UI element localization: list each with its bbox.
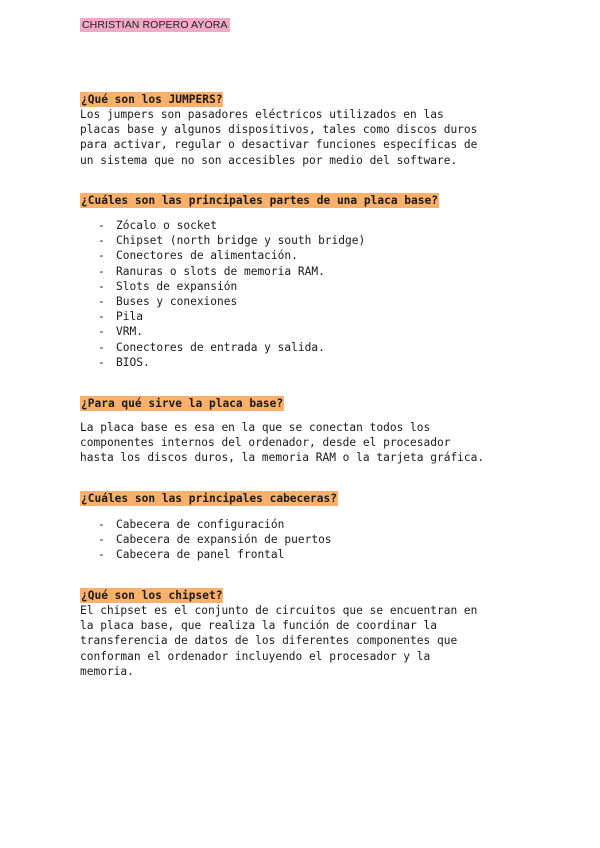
bullet-dash: - (98, 249, 105, 263)
text-line: transferencia de datos de los diferentes componentes que (80, 634, 458, 648)
text-line: El chipset es el conjunto de circuitos que se encuentran en (80, 604, 478, 617)
author-name: CHRISTIAN ROPERO AYORA (82, 19, 228, 31)
bullet-dash: - (98, 533, 105, 547)
list-cabeceras (98, 517, 332, 563)
list-item: - VRM. (98, 325, 143, 339)
text-line: Los jumpers son pasadores eléctricos utilizados en las (80, 108, 444, 121)
bullet-dash: - (98, 264, 105, 278)
heading-para-que-sirve: ¿Para qué sirve la placa base? (81, 397, 284, 410)
bullet-dash: - (98, 295, 105, 309)
list-item: - Slots de expansión (98, 279, 238, 293)
text-line: la placa base, que realiza la función de coordinar la (80, 619, 437, 633)
heading-cabeceras: ¿Cuáles son las principales cabeceras? (81, 492, 337, 505)
list-item: - Conectores de entrada y salida. (98, 340, 325, 354)
paragraph-jumpers (80, 107, 520, 168)
list-item: - Cabecera de panel frontal (98, 548, 285, 562)
bullet-dash: - (98, 325, 105, 339)
text-line: hasta los discos duros, la memoria RAM o la tarjeta gráfica. (80, 451, 485, 465)
bullet-dash: - (98, 219, 105, 232)
bullet-dash: - (98, 355, 105, 369)
bullet-dash: - (98, 340, 105, 354)
heading-chipset: ¿Qué son los chipset? (81, 589, 223, 602)
bullet-dash: - (98, 234, 105, 248)
text-line: un sistema que no son accesibles por medio del software. (80, 153, 458, 167)
list-item: - Zócalo o socket (98, 219, 218, 232)
list-item: - Ranuras o slots de memoria RAM. (98, 264, 325, 278)
list-item: - Pila (98, 310, 143, 324)
text-line: memoria. (80, 664, 134, 678)
text-line: conforman el ordenador incluyendo el procesador y la (80, 649, 431, 663)
bullet-dash: - (98, 310, 105, 324)
list-item: - Conectores de alimentación. (98, 249, 298, 263)
heading-jumpers: ¿Qué son los JUMPERS? (81, 93, 223, 106)
heading-partes-placa-base: ¿Cuáles son las principales partes de una placa base? (81, 194, 438, 207)
list-item: - Cabecera de expansión de puertos (98, 533, 332, 547)
list-item: - BIOS. (98, 355, 150, 369)
list-item: - Cabecera de configuración (98, 518, 285, 531)
bullet-dash: - (98, 548, 105, 562)
list-partes-placa-base (98, 218, 365, 370)
paragraph-chipset (80, 603, 520, 679)
list-item: - Buses y conexiones (98, 295, 238, 309)
text-line: La placa base es esa en la que se conectan todos los (80, 421, 431, 434)
text-line: placas base y algunos dispositivos, tales como discos duros (80, 123, 478, 137)
text-line: para activar, regular o desactivar funciones específicas de (80, 138, 478, 152)
list-item: - Chipset (north bridge y south bridge) (98, 234, 366, 248)
paragraph-para-que-sirve (80, 420, 520, 466)
text-line: componentes internos del ordenador, desde el procesador (80, 436, 451, 450)
bullet-dash: - (98, 279, 105, 293)
bullet-dash: - (98, 518, 105, 531)
